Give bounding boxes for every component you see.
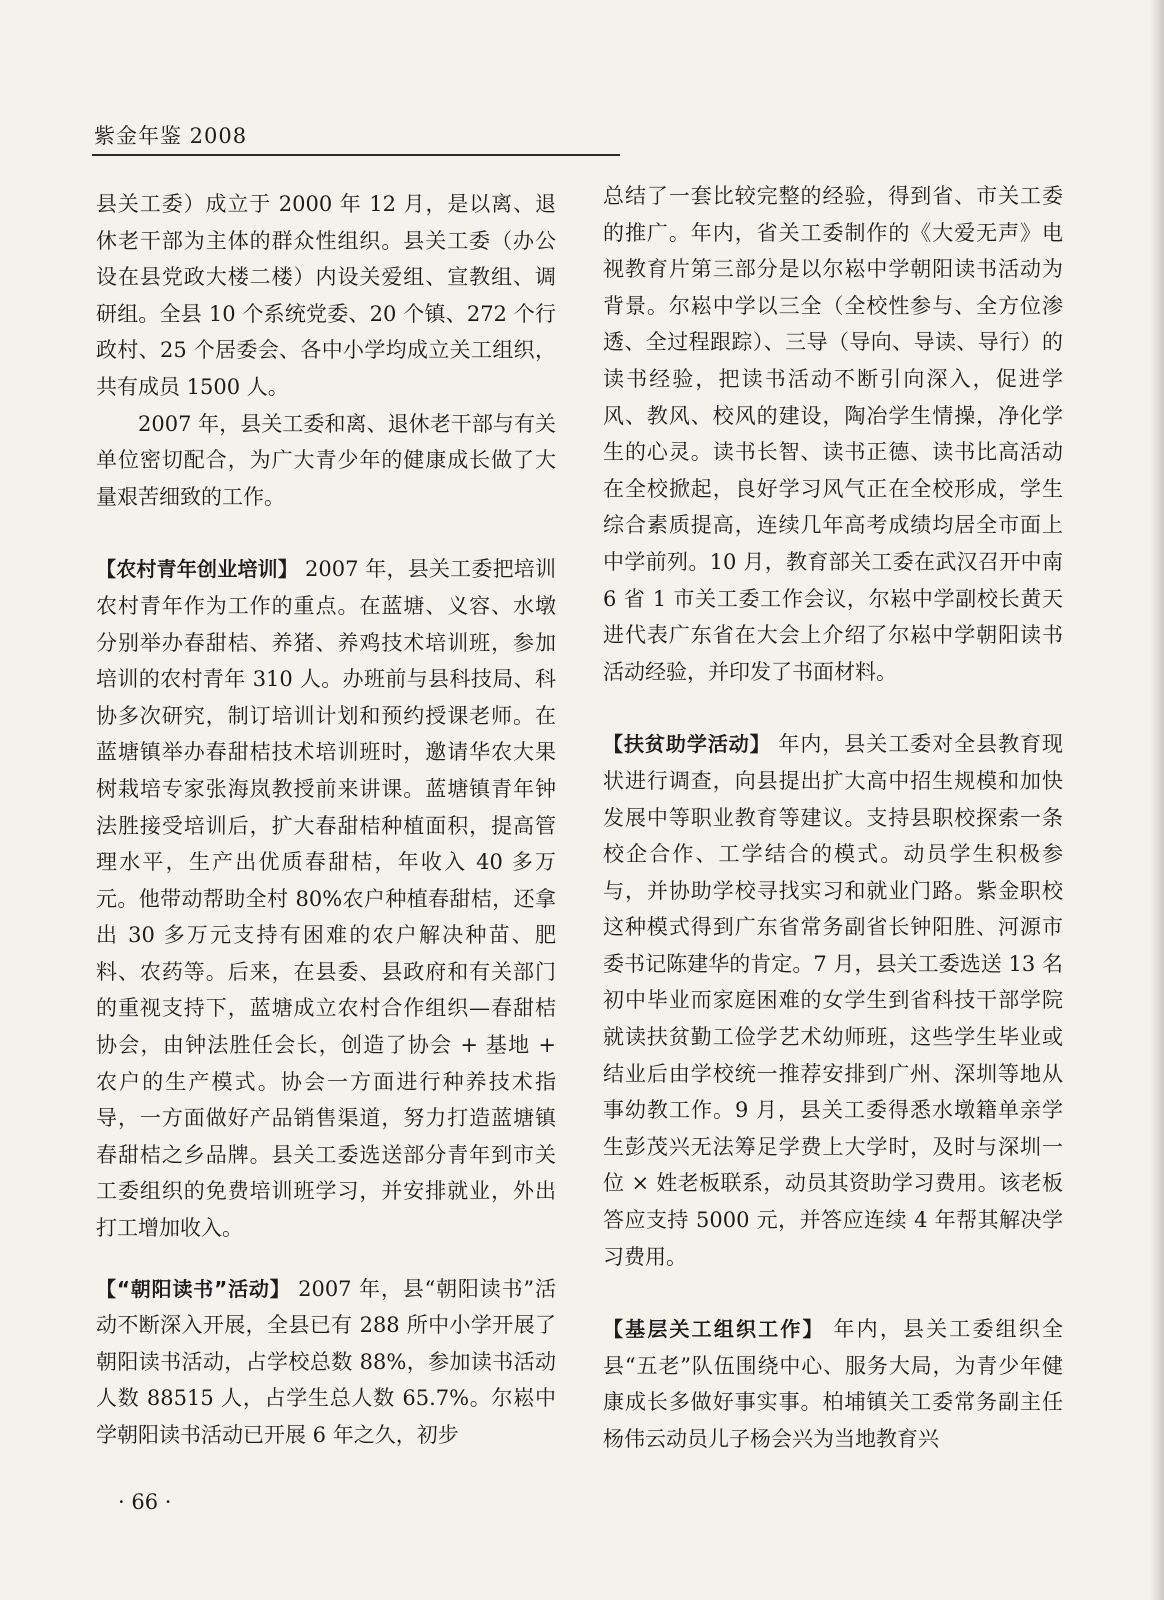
spacer	[603, 1275, 1063, 1311]
section-body-poverty-aid: 年内，县关工委对全县教育现状进行调查，向县提出扩大高中招生规模和加快发展中等职业教育等建议。支持县职校探索一条校企合作、工学结合的模式。动员学生积极参与，并协助学校寻找实习和就业门路。紫金职校这种模式得到广东省常务副省长钟阳胜、河源市委书记陈建华的肯定。7 月，县关工委选送 13 名初中毕业而家庭困难的女学生到省科技干部学院就读扶贫勤工俭学艺术幼师班，这些学生毕业或结业后由学校统一推荐安排到广州、深圳等地从事幼教工作。9 月，县关工委得悉水墩籍单亲学生彭茂兴无法筹足学费上大学时，及时与深圳一位 × 姓老板联系，动员其资助学习费用。该老板答应支持 5000 元，并答应连续 4 年帮其解决学习费用。	[603, 732, 1063, 1269]
section-reading-continued: 总结了一套比较完整的经验，得到省、市关工委的推广。年内，省关工委制作的《大爱无声》电视教育片第三部分是以尔崧中学朝阳读书活动为背景。尔崧中学以三全（全校性参与、全方位渗透、全过程跟踪）、三导（导向、导读、导行）的读书经验，把读书活动不断引向深入，促进学风、教风、校风的建设，陶冶学生情操，净化学生的心灵。读书长智、读书正德、读书比高活动在全校掀起，良好学习风气正在全校形成，学生综合素质提高，连续几年高考成绩均居全市面上中学前列。10 月，教育部关工委在武汉召开中南 6 省 1 市关工委工作会议，尔崧中学副校长黄天进代表广东省在大会上介绍了尔崧中学朝阳读书活动经验，并印发了书面材料。	[603, 184, 1063, 684]
left-column	[96, 186, 556, 1454]
section-poverty-aid	[603, 726, 1063, 1275]
page-number: · 66 ·	[118, 1490, 172, 1514]
section-heading-poverty-aid: 【扶贫助学活动】	[603, 732, 771, 757]
intro-paragraph-2: 2007 年，县关工委和离、退休老干部与有关单位密切配合，为广大青少年的健康成长做了大量艰苦细致的工作。	[96, 411, 556, 509]
spacer	[96, 1247, 556, 1271]
section-heading-grassroots: 【基层关工组织工作】	[603, 1317, 825, 1342]
running-header: 紫金年鉴 2008	[94, 124, 248, 148]
right-column	[603, 178, 1063, 1458]
section-heading-reading: 【“朝阳读书”活动】	[96, 1276, 291, 1301]
intro-paragraph-1: 县关工委）成立于 2000 年 12 月，是以离、退休老干部为主体的群众性组织。县关工委（办公设在县党政大楼二楼）内设关爱组、宣教组、调研组。全县 10 个系统党委、20 个镇、272 个行政村、25 个居委会、各中小学均成立关工组织，共有成员 1500 人。	[96, 192, 556, 399]
section-grassroots	[603, 1311, 1063, 1457]
section-rural-youth	[96, 551, 556, 1246]
spacer	[603, 690, 1063, 726]
section-body-grassroots: 年内，县关工委组织全县“五老”队伍围绕中心、服务大局，为青少年健康成长多做好事实事。柏埔镇关工委常务副主任杨伟云动员儿子杨会兴为当地教育兴	[603, 1317, 1063, 1451]
section-heading-rural-youth: 【农村青年创业培训】	[96, 557, 299, 582]
header-rule	[92, 154, 620, 156]
section-body-reading: 2007 年，县“朝阳读书”活动不断深入开展，全县已有 288 所中小学开展了朝阳读书活动，占学校总数 88%，参加读书活动人数 88515 人，占学生总人数 65.7%。尔崧中学朝阳读书活动已开展 6 年之久，初步	[96, 1276, 556, 1447]
section-reading	[96, 1271, 556, 1454]
spacer	[96, 515, 556, 551]
section-body-rural-youth: 2007 年，县关工委把培训农村青年作为工作的重点。在蓝塘、义容、水墩分别举办春甜桔、养猪、养鸡技术培训班，参加培训的农村青年 310 人。办班前与县科技局、科协多次研究，制订培训计划和预约授课老师。在蓝塘镇举办春甜桔技术培训班时，邀请华农大果树栽培专家张海岚教授前来讲课。蓝塘镇青年钟法胜接受培训后，扩大春甜桔种植面积，提高管理水平，生产出优质春甜桔，年收入 40 多万元。他带动帮助全村 80%农户种植春甜桔，还拿出 30 多万元支持有困难的农户解决种苗、肥料、农药等。后来，在县委、县政府和有关部门的重视支持下，蓝塘成立农村合作组织—春甜桔协会，由钟法胜任会长，创造了协会 + 基地 + 农户的生产模式。协会一方面进行种养技术指导，一方面做好产品销售渠道，努力打造蓝塘镇春甜桔之乡品牌。县关工委选送部分青年到市关工委组织的免费培训班学习，并安排就业，外出打工增加收入。	[96, 557, 557, 1241]
page-edge-shadow	[1150, 0, 1164, 1600]
